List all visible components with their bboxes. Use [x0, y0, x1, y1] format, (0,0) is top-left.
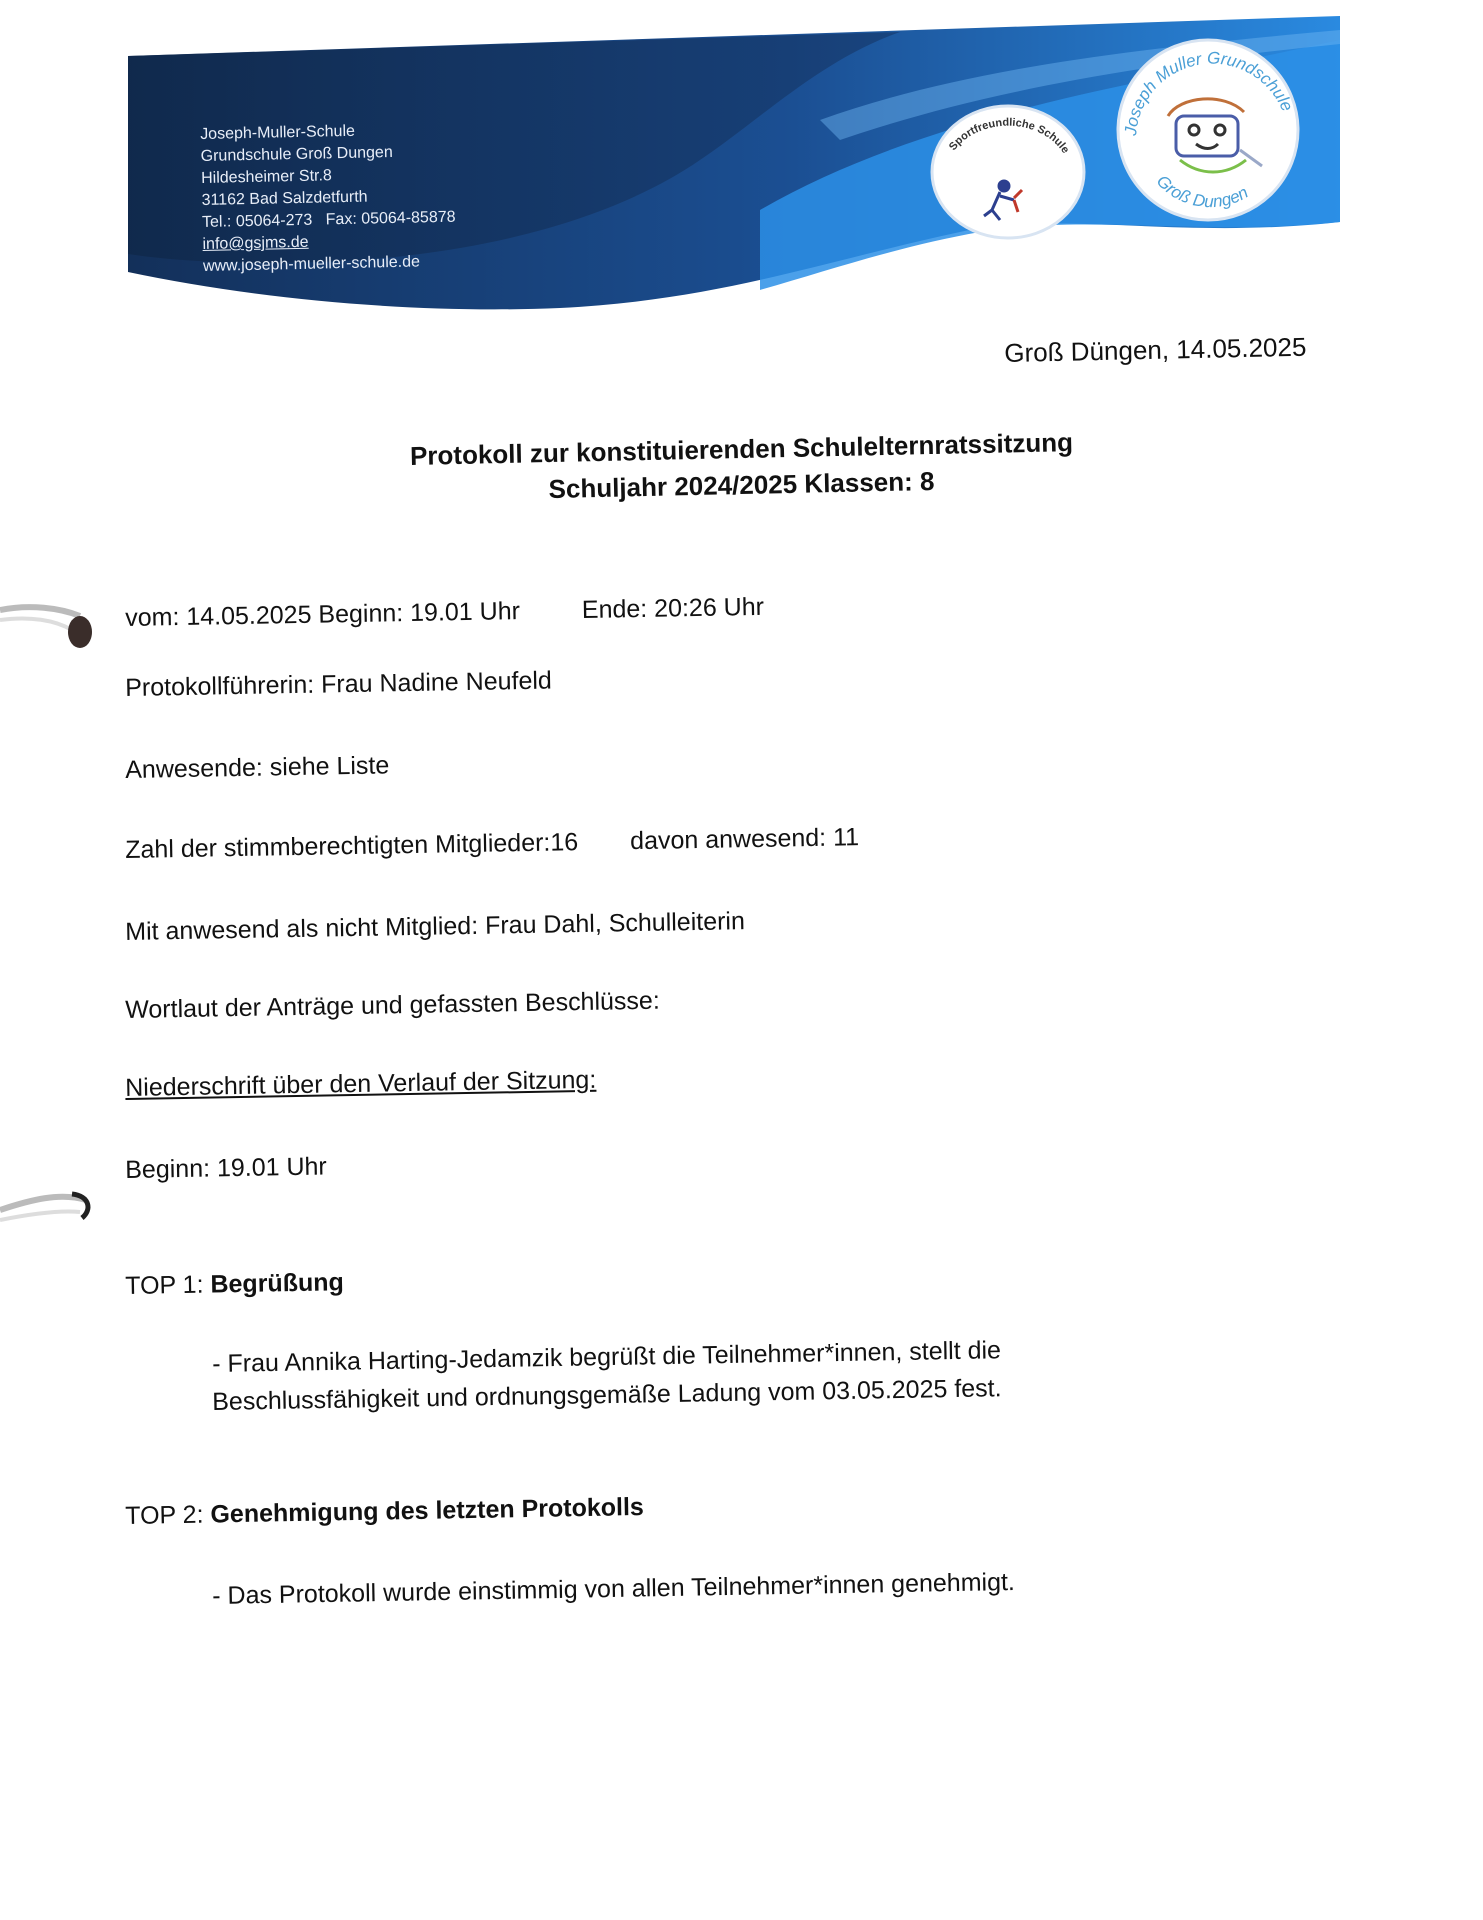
agenda-item-2-title: Genehmigung des letzten Protokolls [210, 1492, 645, 1529]
school-name: Joseph-Muller-Schule [200, 122, 356, 143]
binder-hole-icon [0, 1170, 100, 1240]
members-count-line [125, 823, 859, 865]
voting-members-count: Zahl der stimmberechtigten Mitglieder:16 [125, 828, 579, 864]
start-line: Beginn: 19.01 Uhr [125, 1152, 327, 1184]
school-fax: Fax: 05064-85878 [325, 208, 456, 229]
present-count: davon anwesend: 11 [629, 823, 860, 856]
school-logo-label-bottom: Groß Dungen [1152, 171, 1252, 212]
agenda-item-2-heading [125, 1493, 644, 1531]
binder-hole-icon [0, 590, 100, 660]
school-subtitle: Grundschule Groß Dungen [200, 143, 393, 165]
recorder-line: Protokollführerin: Frau Nadine Neufeld [125, 666, 553, 702]
school-website[interactable]: www.joseph-mueller-schule.de [202, 253, 421, 275]
school-logo-label-top: Joseph Muller Grundschule [1121, 48, 1297, 137]
agenda-item-2-text: - Das Protokoll wurde einstimmig von allen Teilnehmer*innen genehmigt. [212, 1567, 1016, 1610]
attendees-line: Anwesende: siehe Liste [125, 751, 390, 784]
meeting-time-line [125, 593, 764, 633]
minutes-heading: Niederschrift über den Verlauf der Sitzung: [125, 1065, 597, 1102]
meeting-end: Ende: 20:26 Uhr [581, 592, 765, 625]
agenda-item-1-text-2: Beschlussfähigkeit und ordnungsgemäße Ladung vom 03.05.2025 fest. [212, 1374, 1002, 1416]
agenda-item-1-heading [125, 1268, 344, 1301]
agenda-item-1-text-1: - Frau Annika Harting-Jedamzik begrüßt die Teilnehmer*innen, stellt die [212, 1336, 1002, 1378]
school-tel: Tel.: 05064-273 [201, 211, 313, 231]
school-city: 31162 Bad Salzdetfurth [201, 188, 368, 209]
school-street: Hildesheimer Str.8 [200, 167, 333, 187]
school-logo-text-bottom [1153, 171, 1252, 211]
school-email-link[interactable]: info@gsjms.de [202, 233, 309, 253]
letterhead [0, 0, 1483, 330]
document-title: Protokoll zur konstituierenden Schulelternratssitzung [409, 427, 1074, 471]
agenda-item-1-label: TOP 1: [125, 1270, 211, 1300]
sport-badge-label: Sportfreundliche Schule [946, 116, 1072, 156]
agenda-item-2-label: TOP 2: [125, 1500, 211, 1530]
school-logo-text-top [1121, 48, 1297, 137]
document-subtitle: Schuljahr 2024/2025 Klassen: 8 [548, 465, 935, 505]
meeting-start: vom: 14.05.2025 Beginn: 19.01 Uhr [125, 597, 521, 632]
non-member-attendee-line: Mit anwesend als nicht Mitglied: Frau Dahl, Schulleiterin [125, 907, 746, 946]
agenda-item-1-title: Begrüßung [210, 1268, 345, 1299]
place-date: Groß Düngen, 14.05.2025 [1004, 331, 1307, 368]
sport-badge-text [947, 117, 1072, 156]
logo-text-layer [0, 0, 1483, 330]
motions-heading: Wortlaut der Anträge und gefassten Beschlüsse: [125, 986, 661, 1024]
